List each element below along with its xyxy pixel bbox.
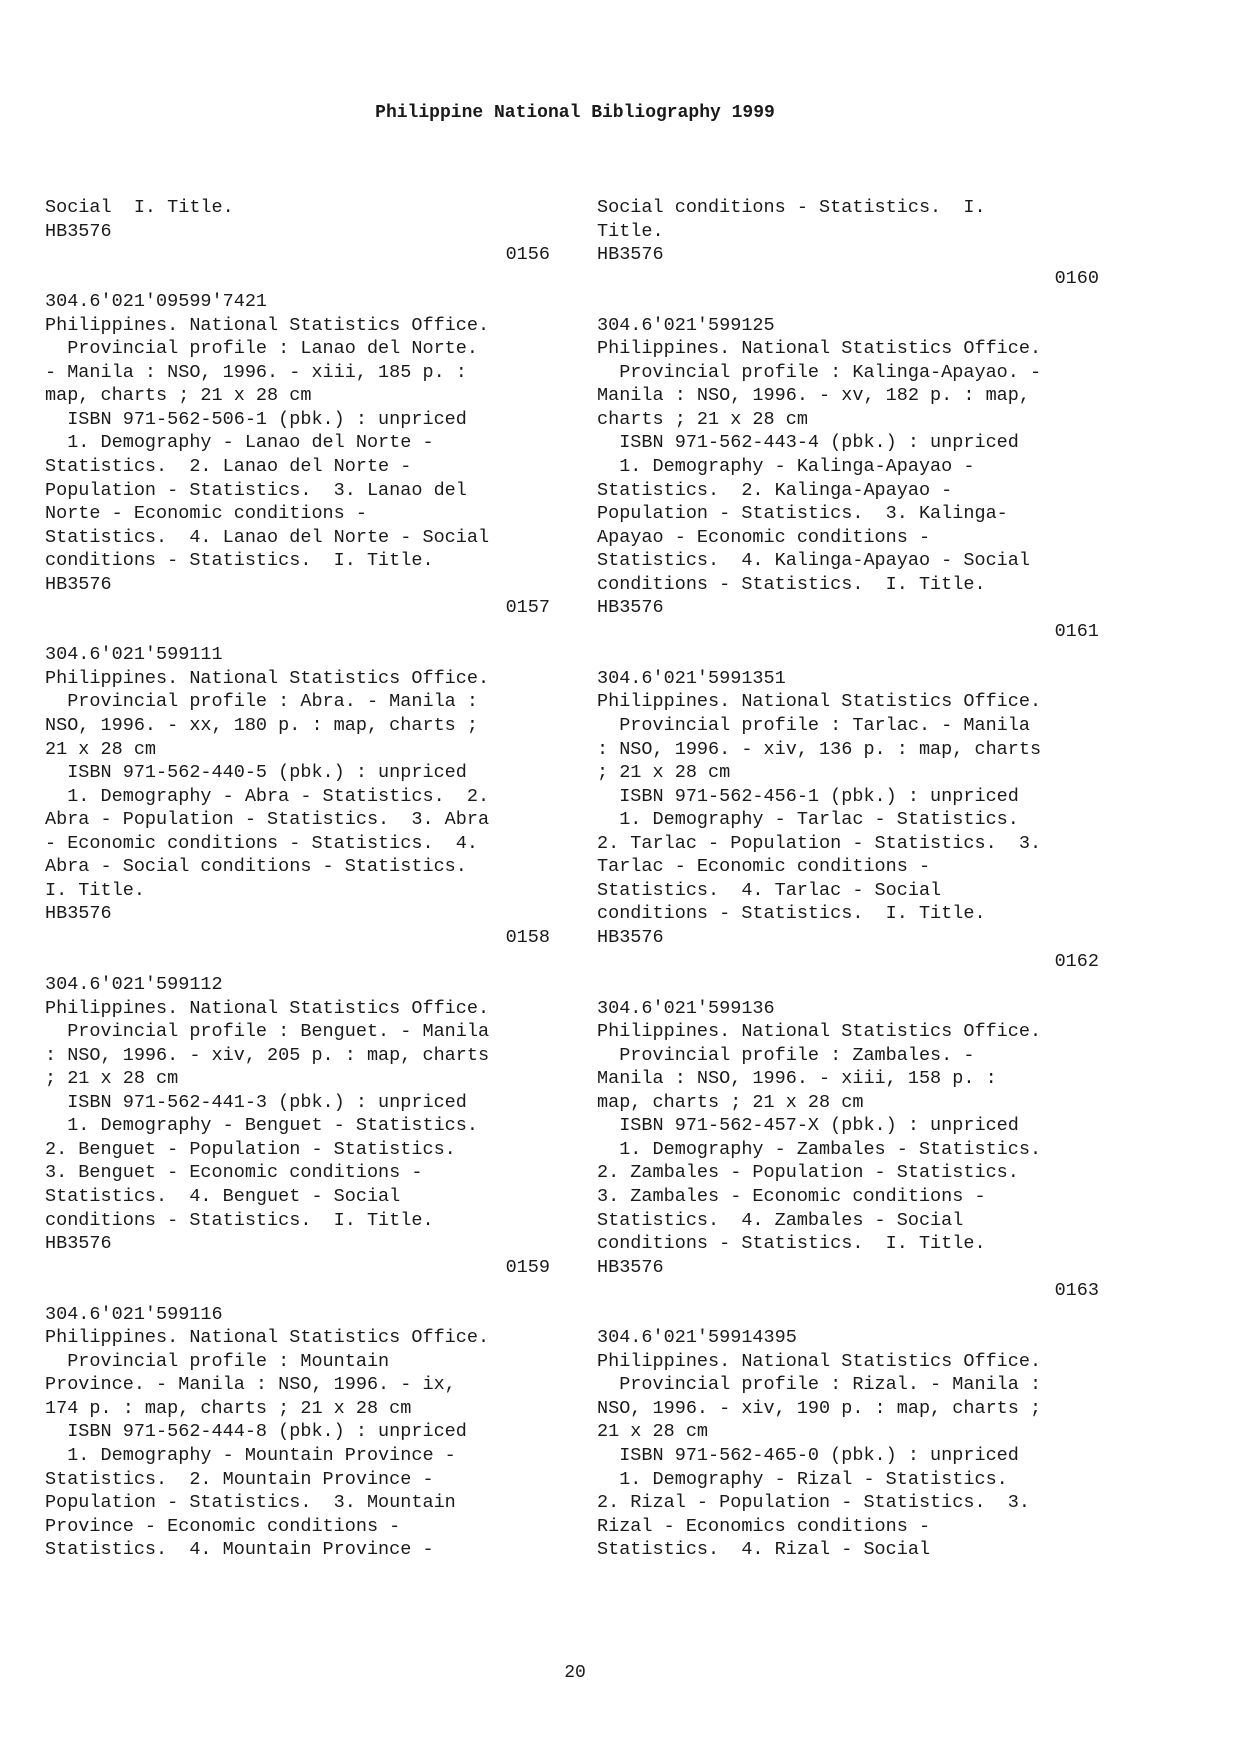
entry-text-line: ISBN 971-562-457-X (pbk.) : unpriced <box>597 1115 1019 1137</box>
entry-text-line: Provincial profile : Abra. - Manila : <box>45 691 478 713</box>
entry-text-line: Tarlac - Economic conditions - <box>597 856 931 878</box>
entry-text-line: conditions - Statistics. I. Title. <box>45 1209 434 1231</box>
page-title: Philippine National Bibliography 1999 <box>375 103 775 123</box>
entry-text-line: Philippines. National Statistics Office. <box>45 1327 490 1349</box>
entry-number: 0160 <box>1054 267 1099 289</box>
entry-text-line: HB3576 <box>45 573 112 595</box>
entry-text-line: ISBN 971-562-441-3 (pbk.) : unpriced <box>45 1091 467 1113</box>
entry-text-line: 304.6'021'599116 <box>45 1303 223 1325</box>
entry-text-line: ISBN 971-562-443-4 (pbk.) : unpriced <box>597 432 1019 454</box>
entry-text-line: Population - Statistics. 3. Lanao del <box>45 479 467 501</box>
entry-text-line: Philippines. National Statistics Office. <box>45 667 490 689</box>
entry-text-line: 3. Zambales - Economic conditions - <box>597 1185 986 1207</box>
entry-spacer <box>597 973 1117 997</box>
entry-text-line: Statistics. 2. Mountain Province - <box>45 1468 434 1490</box>
entry-text-line: HB3576 <box>597 1256 664 1278</box>
entry-text-line: conditions - Statistics. I. Title. <box>597 573 986 595</box>
entry-number: 0157 <box>505 597 550 619</box>
entry-text-line: HB3576 <box>45 1233 112 1255</box>
entry-text-line: 1. Demography - Abra - Statistics. 2. <box>45 785 490 807</box>
entry-text-line: 304.6'021'599112 <box>45 974 223 996</box>
entry-text-line: Province - Economic conditions - <box>45 1515 401 1537</box>
entry-text-line: 304.6'021'5991351 <box>597 667 786 689</box>
entry-spacer <box>597 1303 1117 1327</box>
entry-text-line: Provincial profile : Rizal. - Manila : <box>597 1374 1042 1396</box>
entry-text-line: 2. Benguet - Population - Statistics. <box>45 1138 456 1160</box>
entry-text-line: Abra - Population - Statistics. 3. Abra <box>45 809 490 831</box>
entry-text-line: ISBN 971-562-506-1 (pbk.) : unpriced <box>45 408 467 430</box>
entry-text-line: Philippines. National Statistics Office. <box>597 1350 1042 1372</box>
entry-number: 0159 <box>505 1256 550 1278</box>
entry-text-line: conditions - Statistics. I. Title. <box>597 1233 986 1255</box>
entry-text-line: HB3576 <box>597 926 664 948</box>
entry-text-line: 1. Demography - Zambales - Statistics. <box>597 1138 1042 1160</box>
entry-text-line: Provincial profile : Benguet. - Manila <box>45 1021 490 1043</box>
entry-text-line: Statistics. 4. Benguet - Social <box>45 1185 401 1207</box>
entry-spacer <box>45 267 565 291</box>
entry-text-line: 21 x 28 cm <box>597 1421 709 1443</box>
entry-text-line: 1. Demography - Benguet - Statistics. <box>45 1115 478 1137</box>
entry-text-line: 304.6'021'599111 <box>45 644 223 666</box>
entry-text-line: Provincial profile : Kalinga-Apayao. - <box>597 361 1042 383</box>
entry-text-line: HB3576 <box>45 903 112 925</box>
entry-text-line: Rizal - Economics conditions - <box>597 1515 931 1537</box>
entry-spacer <box>45 1279 565 1303</box>
page-number: 20 <box>564 1663 586 1683</box>
entry-text-line: NSO, 1996. - xiv, 190 p. : map, charts ; <box>597 1397 1042 1419</box>
entry-spacer <box>45 950 565 974</box>
entry-text-line: Norte - Economic conditions - <box>45 503 367 525</box>
entry-text-line: Statistics. 4. Zambales - Social <box>597 1209 964 1231</box>
entry-number: 0161 <box>1054 620 1099 642</box>
entry-text-line: map, charts ; 21 x 28 cm <box>597 1091 864 1113</box>
entry-text-line: 2. Zambales - Population - Statistics. <box>597 1162 1019 1184</box>
entry-text-line: Statistics. 4. Lanao del Norte - Social <box>45 526 490 548</box>
entry-text-line: : NSO, 1996. - xiv, 205 p. : map, charts <box>45 1044 490 1066</box>
entry-text-line: Philippines. National Statistics Office. <box>597 338 1042 360</box>
entry-text-line: Philippines. National Statistics Office. <box>45 314 490 336</box>
entry-text-line: - Manila : NSO, 1996. - xiii, 185 p. : <box>45 361 467 383</box>
right-column <box>597 196 1117 1562</box>
entry-text-line: Population - Statistics. 3. Kalinga- <box>597 503 1008 525</box>
entry-text-line: 2. Rizal - Population - Statistics. 3. <box>597 1492 1030 1514</box>
entry-text-line: conditions - Statistics. I. Title. <box>597 903 986 925</box>
entry-text-line: 304.6'021'599125 <box>597 314 775 336</box>
left-column <box>45 196 565 1562</box>
entry-text-line: HB3576 <box>597 244 664 266</box>
entry-text-line: ISBN 971-562-440-5 (pbk.) : unpriced <box>45 762 467 784</box>
entry-text-line: ; 21 x 28 cm <box>597 762 731 784</box>
entry-text-line: Provincial profile : Zambales. - <box>597 1044 975 1066</box>
entry-text-line: Statistics. 4. Kalinga-Apayao - Social <box>597 550 1030 572</box>
entry-text-line: conditions - Statistics. I. Title. <box>45 550 434 572</box>
entry-text-line: Province. - Manila : NSO, 1996. - ix, <box>45 1374 456 1396</box>
entry-text-line: Social conditions - Statistics. I. <box>597 197 986 218</box>
entry-text-line: 1. Demography - Lanao del Norte - <box>45 432 434 454</box>
entry-number: 0156 <box>505 244 550 266</box>
entry-text-line: 304.6'021'59914395 <box>597 1327 797 1349</box>
entry-text-line: HB3576 <box>597 597 664 619</box>
entry-text-line: Abra - Social conditions - Statistics. <box>45 856 467 878</box>
entry-text-line: Statistics. 4. Rizal - Social <box>597 1539 931 1561</box>
entry-text-line: 1. Demography - Rizal - Statistics. <box>597 1468 1008 1490</box>
entry-number: 0162 <box>1054 950 1099 972</box>
entry-text-line: I. Title. <box>45 879 145 901</box>
entry-text-line: 174 p. : map, charts ; 21 x 28 cm <box>45 1397 412 1419</box>
entry-spacer <box>597 290 1117 314</box>
entry-text-line: map, charts ; 21 x 28 cm <box>45 385 312 407</box>
entry-text-line: Provincial profile : Lanao del Norte. <box>45 338 478 360</box>
entry-text-line: NSO, 1996. - xx, 180 p. : map, charts ; <box>45 715 478 737</box>
entry-text-line: ISBN 971-562-465-0 (pbk.) : unpriced <box>597 1444 1019 1466</box>
entry-text-line: 21 x 28 cm <box>45 738 157 760</box>
entry-text-line: Manila : NSO, 1996. - xiii, 158 p. : <box>597 1068 997 1090</box>
entry-text-line: Manila : NSO, 1996. - xv, 182 p. : map, <box>597 385 1030 407</box>
entry-text-line: Population - Statistics. 3. Mountain <box>45 1492 456 1514</box>
entry-text-line: Statistics. 2. Lanao del Norte - <box>45 456 412 478</box>
entry-text-line: Statistics. 2. Kalinga-Apayao - <box>597 479 953 501</box>
entry-number: 0163 <box>1054 1280 1099 1302</box>
entry-text-line: 1. Demography - Mountain Province - <box>45 1444 456 1466</box>
entry-text-line: 304.6'021'09599'7421 <box>45 291 268 313</box>
entry-text-line: Statistics. 4. Mountain Province - <box>45 1539 434 1561</box>
entry-text-line: Social I. Title. <box>45 197 234 218</box>
entry-text-line: 1. Demography - Tarlac - Statistics. <box>597 809 1019 831</box>
entry-text-line: Philippines. National Statistics Office. <box>597 691 1042 713</box>
entry-text-line: Provincial profile : Tarlac. - Manila <box>597 715 1030 737</box>
entry-text-line: Provincial profile : Mountain <box>45 1350 390 1372</box>
entry-text-line: 3. Benguet - Economic conditions - <box>45 1162 423 1184</box>
entry-text-line: Statistics. 4. Tarlac - Social <box>597 879 942 901</box>
entry-text-line: 1. Demography - Kalinga-Apayao - <box>597 456 975 478</box>
entry-text-line: 304.6'021'599136 <box>597 997 775 1019</box>
entry-text-line: charts ; 21 x 28 cm <box>597 408 808 430</box>
entry-text-line: ; 21 x 28 cm <box>45 1068 179 1090</box>
entry-text-line: HB3576 <box>45 220 112 242</box>
entry-text-line: ISBN 971-562-456-1 (pbk.) : unpriced <box>597 785 1019 807</box>
entry-spacer <box>597 643 1117 667</box>
entry-text-line: ISBN 971-562-444-8 (pbk.) : unpriced <box>45 1421 467 1443</box>
entry-text-line: : NSO, 1996. - xiv, 136 p. : map, charts <box>597 738 1042 760</box>
entry-text-line: 2. Tarlac - Population - Statistics. 3. <box>597 832 1042 854</box>
entry-text-line: - Economic conditions - Statistics. 4. <box>45 832 478 854</box>
entry-text-line: Philippines. National Statistics Office. <box>45 997 490 1019</box>
entry-number: 0158 <box>505 926 550 948</box>
entry-text-line: Philippines. National Statistics Office. <box>597 1021 1042 1043</box>
entry-text-line: Title. <box>597 220 664 242</box>
entry-spacer <box>45 620 565 644</box>
entry-text-line: Apayao - Economic conditions - <box>597 526 931 548</box>
